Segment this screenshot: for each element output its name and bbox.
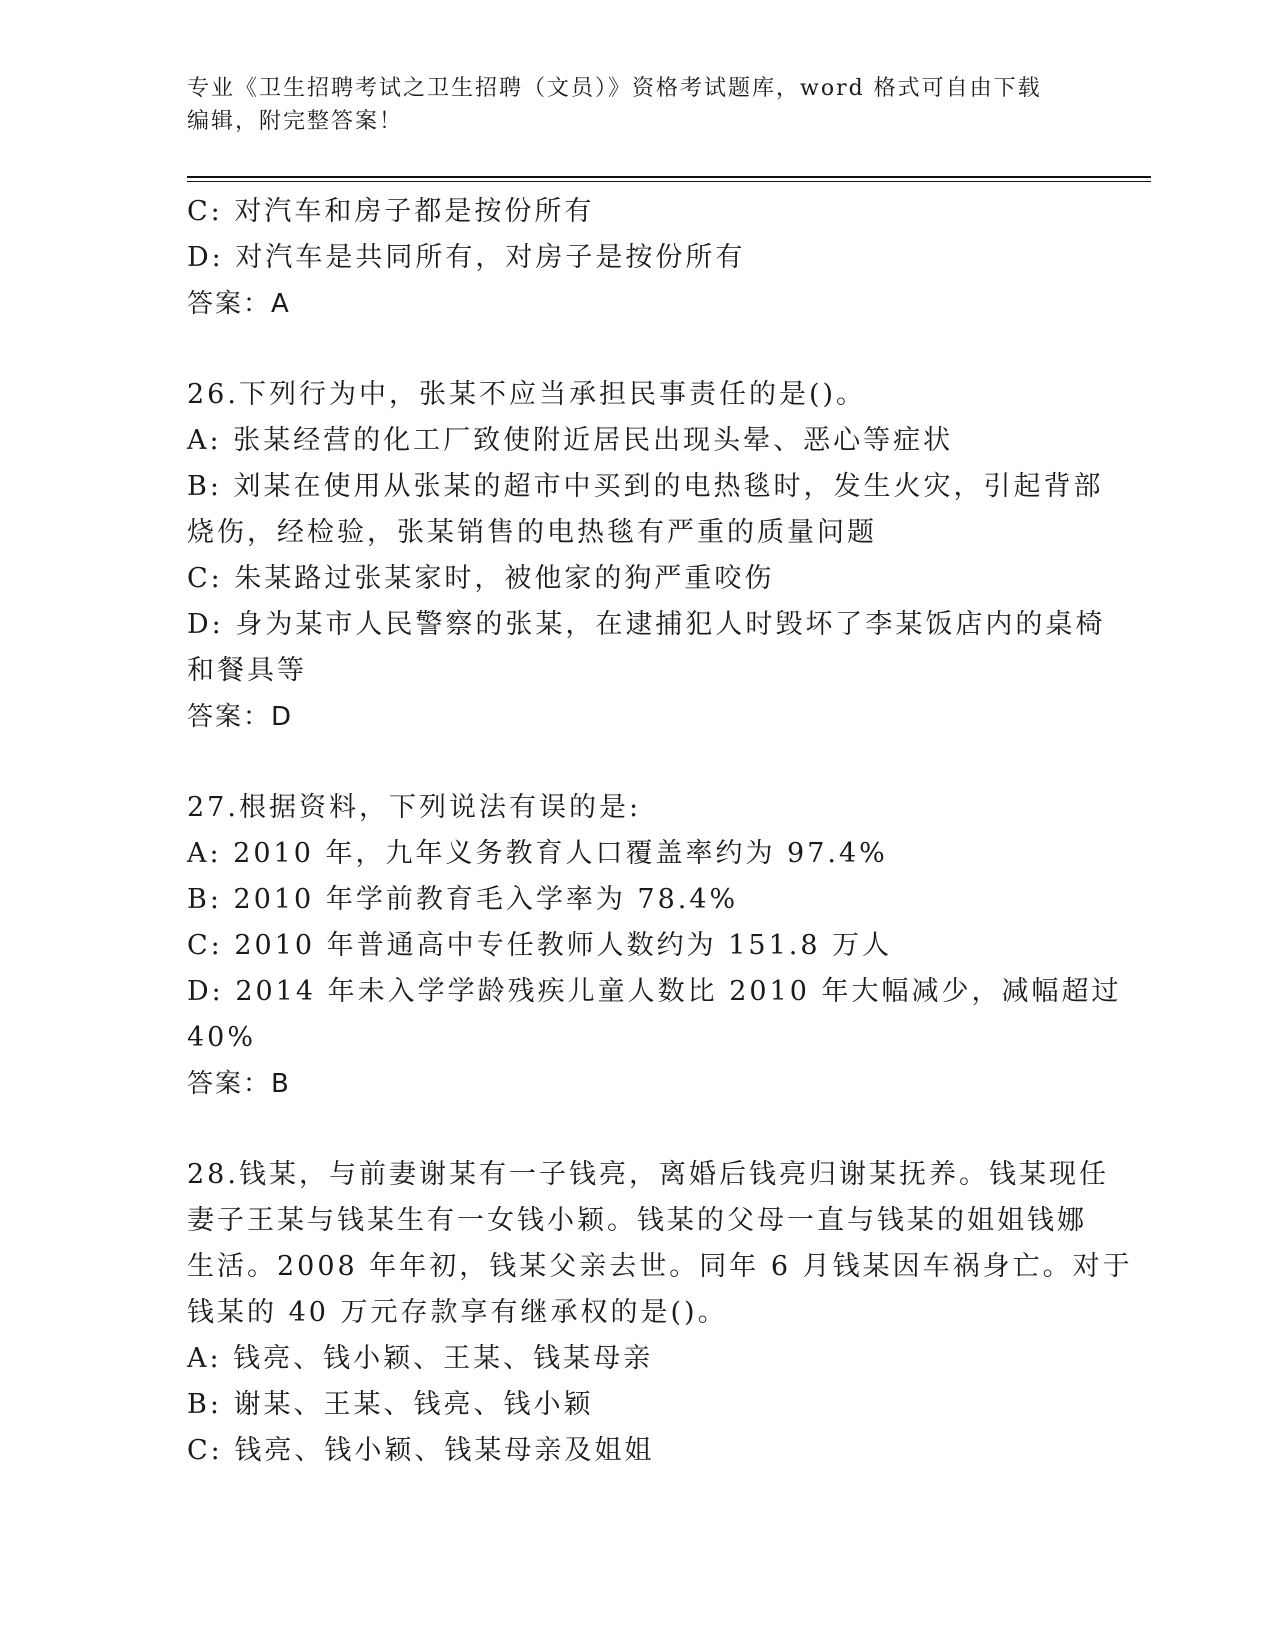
option-b: B: 2010 年学前教育毛入学率为 78.4% bbox=[187, 884, 739, 915]
page-header bbox=[187, 72, 1067, 138]
option-d: D: 身为某市人民警察的张某，在逮捕犯人时毁坏了李某饭店内的桌椅 bbox=[187, 609, 1106, 640]
spacer bbox=[187, 740, 1087, 785]
option-c: C: 钱亮、钱小颖、钱某母亲及姐姐 bbox=[187, 1435, 655, 1466]
option-c: C: 朱某路过张某家时，被他家的狗严重咬伤 bbox=[187, 563, 775, 594]
option-a: A: 2010 年，九年义务教育人口覆盖率约为 97.4% bbox=[187, 838, 888, 869]
option-b: B: 刘某在使用从张某的超市中买到的电热毯时，发生火灾，引起背部 bbox=[187, 471, 1104, 502]
option-d: D: 2014 年未入学学龄残疾儿童人数比 2010 年大幅减少，减幅超过 bbox=[187, 976, 1122, 1007]
answer-line: 答案：B bbox=[187, 1069, 291, 1099]
question-block-previous bbox=[187, 189, 1087, 327]
question-stem-continued: 钱某的 40 万元存款享有继承权的是()。 bbox=[187, 1297, 728, 1328]
question-block-26 bbox=[187, 372, 1106, 740]
header-line-2: 编辑，附完整答案！ bbox=[187, 109, 404, 134]
header-line-1: 专业《卫生招聘考试之卫生招聘（文员）》资格考试题库，word 格式可自由下载 bbox=[187, 76, 1042, 101]
header-divider-thick bbox=[187, 176, 1151, 178]
option-c: C: 2010 年普通高中专任教师人数约为 151.8 万人 bbox=[187, 930, 893, 961]
option-d-continued: 40% bbox=[187, 1022, 257, 1053]
spacer bbox=[187, 327, 1087, 372]
spacer bbox=[187, 1107, 1087, 1152]
question-stem: 28.钱某，与前妻谢某有一子钱亮，离婚后钱亮归谢某抚养。钱某现任 bbox=[187, 1159, 1109, 1190]
question-block-27 bbox=[187, 785, 1122, 1107]
option-a: A: 钱亮、钱小颖、王某、钱某母亲 bbox=[187, 1343, 654, 1374]
question-stem-continued: 妻子王某与钱某生有一女钱小颖。钱某的父母一直与钱某的姐姐钱娜 bbox=[187, 1205, 1087, 1236]
option-c: C: 对汽车和房子都是按份所有 bbox=[187, 196, 595, 227]
option-b: B: 谢某、王某、钱亮、钱小颖 bbox=[187, 1389, 594, 1420]
question-block-28 bbox=[187, 1152, 1133, 1474]
question-list bbox=[187, 189, 1133, 1474]
option-b-continued: 烧伤，经检验，张某销售的电热毯有严重的质量问题 bbox=[187, 517, 877, 548]
option-a: A: 张某经营的化工厂致使附近居民出现头晕、恶心等症状 bbox=[187, 425, 954, 456]
question-stem: 27.根据资料，下列说法有误的是: bbox=[187, 792, 642, 823]
option-d-continued: 和餐具等 bbox=[187, 655, 307, 686]
question-stem: 26.下列行为中，张某不应当承担民事责任的是()。 bbox=[187, 379, 867, 410]
question-stem-continued: 生活。2008 年年初，钱某父亲去世。同年 6 月钱某因车祸身亡。对于 bbox=[187, 1251, 1133, 1282]
option-d: D: 对汽车是共同所有，对房子是按份所有 bbox=[187, 242, 746, 273]
answer-line: 答案：A bbox=[187, 289, 291, 319]
answer-line: 答案：D bbox=[187, 702, 294, 732]
header-divider-thin bbox=[187, 181, 1151, 182]
